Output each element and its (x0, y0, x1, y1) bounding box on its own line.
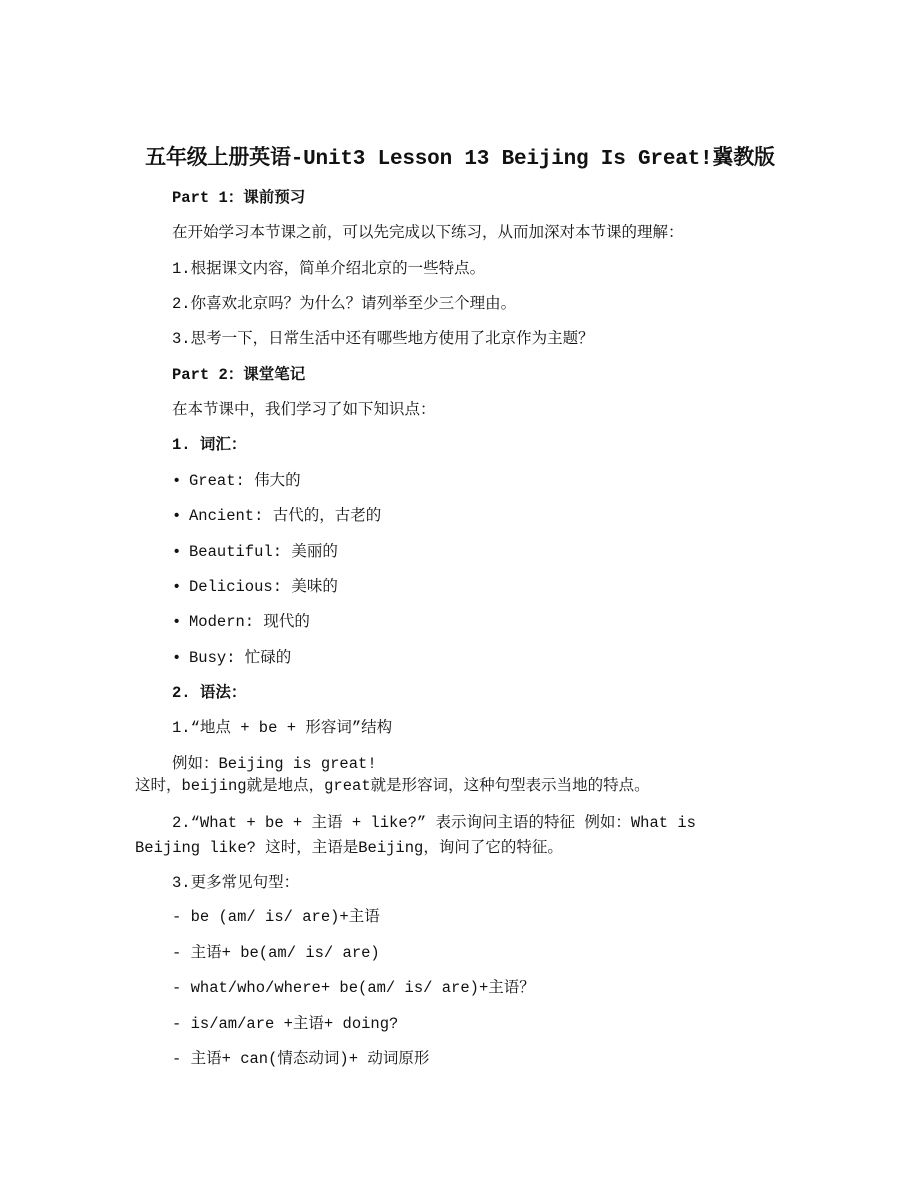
part2-heading: Part 2：课堂笔记 (172, 366, 306, 384)
part1-item-3: 3.思考一下，日常生活中还有哪些地方使用了北京作为主题？ (172, 330, 594, 348)
vocab-text: Beautiful: 美丽的 (189, 543, 338, 561)
vocab-item (172, 576, 338, 598)
vocab-item (172, 611, 310, 633)
bullet-icon: • (172, 649, 182, 667)
vocab-heading: 1. 词汇： (172, 436, 247, 454)
vocab-text: Modern: 现代的 (189, 613, 310, 631)
vocab-item (172, 470, 301, 492)
grammar-1-explain: 这时，beijing就是地点，great就是形容词，这种句型表示当地的特点。 (135, 777, 650, 795)
vocab-text: Ancient: 古代的，古老的 (189, 507, 382, 525)
grammar-2: 2.“What + be + 主语 + like?” 表示询问主语的特征 例如：What is Beijing like? 这时，主语是Beijing，询问了它的特征。 (135, 814, 696, 857)
bullet-icon: • (172, 613, 182, 631)
bullet-icon: • (172, 578, 182, 596)
grammar-heading: 2. 语法： (172, 684, 247, 702)
vocab-text: Busy: 忙碌的 (189, 649, 292, 667)
bullet-icon: • (172, 507, 182, 525)
grammar-1-example: 例如：Beijing is great! (172, 755, 377, 773)
vocab-text: Great: 伟大的 (189, 472, 301, 490)
part2-intro: 在本节课中，我们学习了如下知识点： (172, 401, 436, 419)
grammar-1-title: 1.“地点 + be + 形容词”结构 (172, 719, 393, 737)
part1-heading: Part 1：课前预习 (172, 189, 306, 207)
pattern-item: - be (am/ is/ are)+主语 (172, 908, 380, 926)
part1-item-2: 2.你喜欢北京吗？为什么？请列举至少三个理由。 (172, 295, 517, 313)
pattern-item: - 主语+ can(情态动词)+ 动词原形 (172, 1050, 430, 1068)
vocab-item (172, 505, 381, 527)
part1-intro: 在开始学习本节课之前，可以先完成以下练习，从而加深对本节课的理解： (172, 224, 684, 242)
document-title: 五年级上册英语-Unit3 Lesson 13 Beijing Is Great!冀教版 (145, 148, 775, 171)
bullet-icon: • (172, 472, 182, 490)
pattern-item: - what/who/where+ be(am/ is/ are)+主语？ (172, 979, 535, 997)
vocab-item (172, 647, 291, 669)
vocab-text: Delicious: 美味的 (189, 578, 338, 596)
bullet-icon: • (172, 543, 182, 561)
vocab-item (172, 541, 338, 563)
pattern-item: - 主语+ be(am/ is/ are) (172, 944, 380, 962)
grammar-3-title: 3.更多常见句型： (172, 874, 300, 892)
pattern-item: - is/am/are +主语+ doing? (172, 1015, 399, 1033)
part1-item-1: 1.根据课文内容，简单介绍北京的一些特点。 (172, 260, 486, 278)
